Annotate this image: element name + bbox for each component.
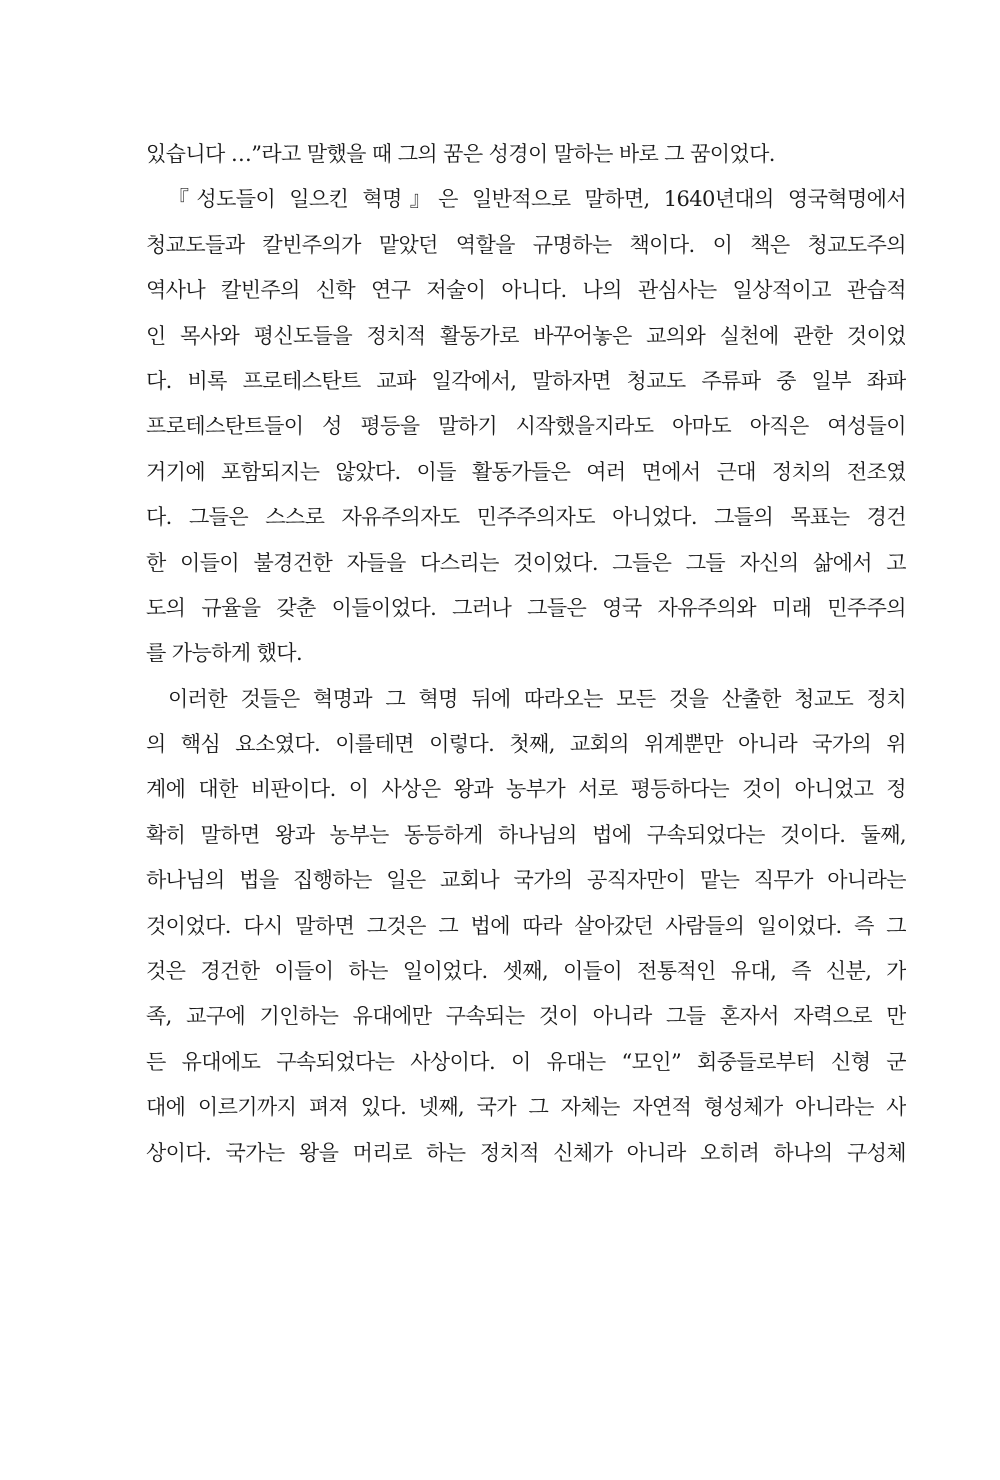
text-line: 다. 비록 프로테스탄트 교파 일각에서, 말하자면 청교도 주류파 중 일부 좌파	[146, 368, 906, 393]
body-text	[146, 132, 906, 1176]
text-line: 든 유대에도 구속되었다는 사상이다. 이 유대는 “모인” 회중들로부터 신형 군	[146, 1049, 906, 1074]
text-line: 거기에 포함되지는 않았다. 이들 활동가들은 여러 면에서 근대 정치의 전조였	[146, 459, 906, 484]
text-line: 다. 그들은 스스로 자유주의자도 민주주의자도 아니었다. 그들의 목표는 경건	[146, 505, 906, 530]
text-line: 인 목사와 평신도들을 정치적 활동가로 바꾸어놓은 교의와 실천에 관한 것이었	[146, 323, 906, 348]
text-line: 청교도들과 칼빈주의가 맡았던 역할을 규명하는 책이다. 이 책은 청교도주의	[146, 232, 906, 257]
text-line: 대에 이르기까지 펴져 있다. 넷째, 국가 그 자체는 자연적 형성체가 아니라는 사	[146, 1095, 906, 1120]
text-line: 한 이들이 불경건한 자들을 다스리는 것이었다. 그들은 그들 자신의 삶에서 고	[146, 550, 906, 575]
text-line: 하나님의 법을 집행하는 일은 교회나 국가의 공직자만이 맡는 직무가 아니라는	[146, 868, 906, 893]
text-line: 것은 경건한 이들이 하는 일이었다. 셋째, 이들이 전통적인 유대, 즉 신분, 가	[146, 959, 906, 984]
text-line: 를 가능하게 했다.	[146, 641, 303, 666]
text-line: 있습니다 …”라고 말했을 때 그의 꿈은 성경이 말하는 바로 그 꿈이었다.	[146, 142, 775, 166]
text-line: 것이었다. 다시 말하면 그것은 그 법에 따라 살아갔던 사람들의 일이었다. 즉 그	[146, 913, 906, 938]
text-line: 프로테스탄트들이 성 평등을 말하기 시작했을지라도 아마도 아직은 여성들이	[146, 414, 906, 439]
text-line: 의 핵심 요소였다. 이를테면 이렇다. 첫째, 교회의 위계뿐만 아니라 국가의 위	[146, 732, 906, 757]
text-line: 계에 대한 비판이다. 이 사상은 왕과 농부가 서로 평등하다는 것이 아니었고 정	[146, 777, 906, 802]
text-line: 『성도들이 일으킨 혁명』은 일반적으로 말하면, 1640년대의 영국혁명에서	[168, 187, 906, 212]
text-line: 도의 규율을 갖춘 이들이었다. 그러나 그들은 영국 자유주의와 미래 민주주의	[146, 595, 906, 620]
text-line: 확히 말하면 왕과 농부는 동등하게 하나님의 법에 구속되었다는 것이다. 둘째,	[146, 822, 906, 847]
text-line: 상이다. 국가는 왕을 머리로 하는 정치적 신체가 아니라 오히려 하나의 구성체	[146, 1140, 906, 1165]
text-line: 이러한 것들은 혁명과 그 혁명 뒤에 따라오는 모든 것을 산출한 청교도 정치	[168, 686, 906, 711]
text-line: 족, 교구에 기인하는 유대에만 구속되는 것이 아니라 그들 혼자서 자력으로 만	[146, 1004, 906, 1029]
text-line: 역사나 칼빈주의 신학 연구 저술이 아니다. 나의 관심사는 일상적이고 관습적	[146, 278, 906, 303]
